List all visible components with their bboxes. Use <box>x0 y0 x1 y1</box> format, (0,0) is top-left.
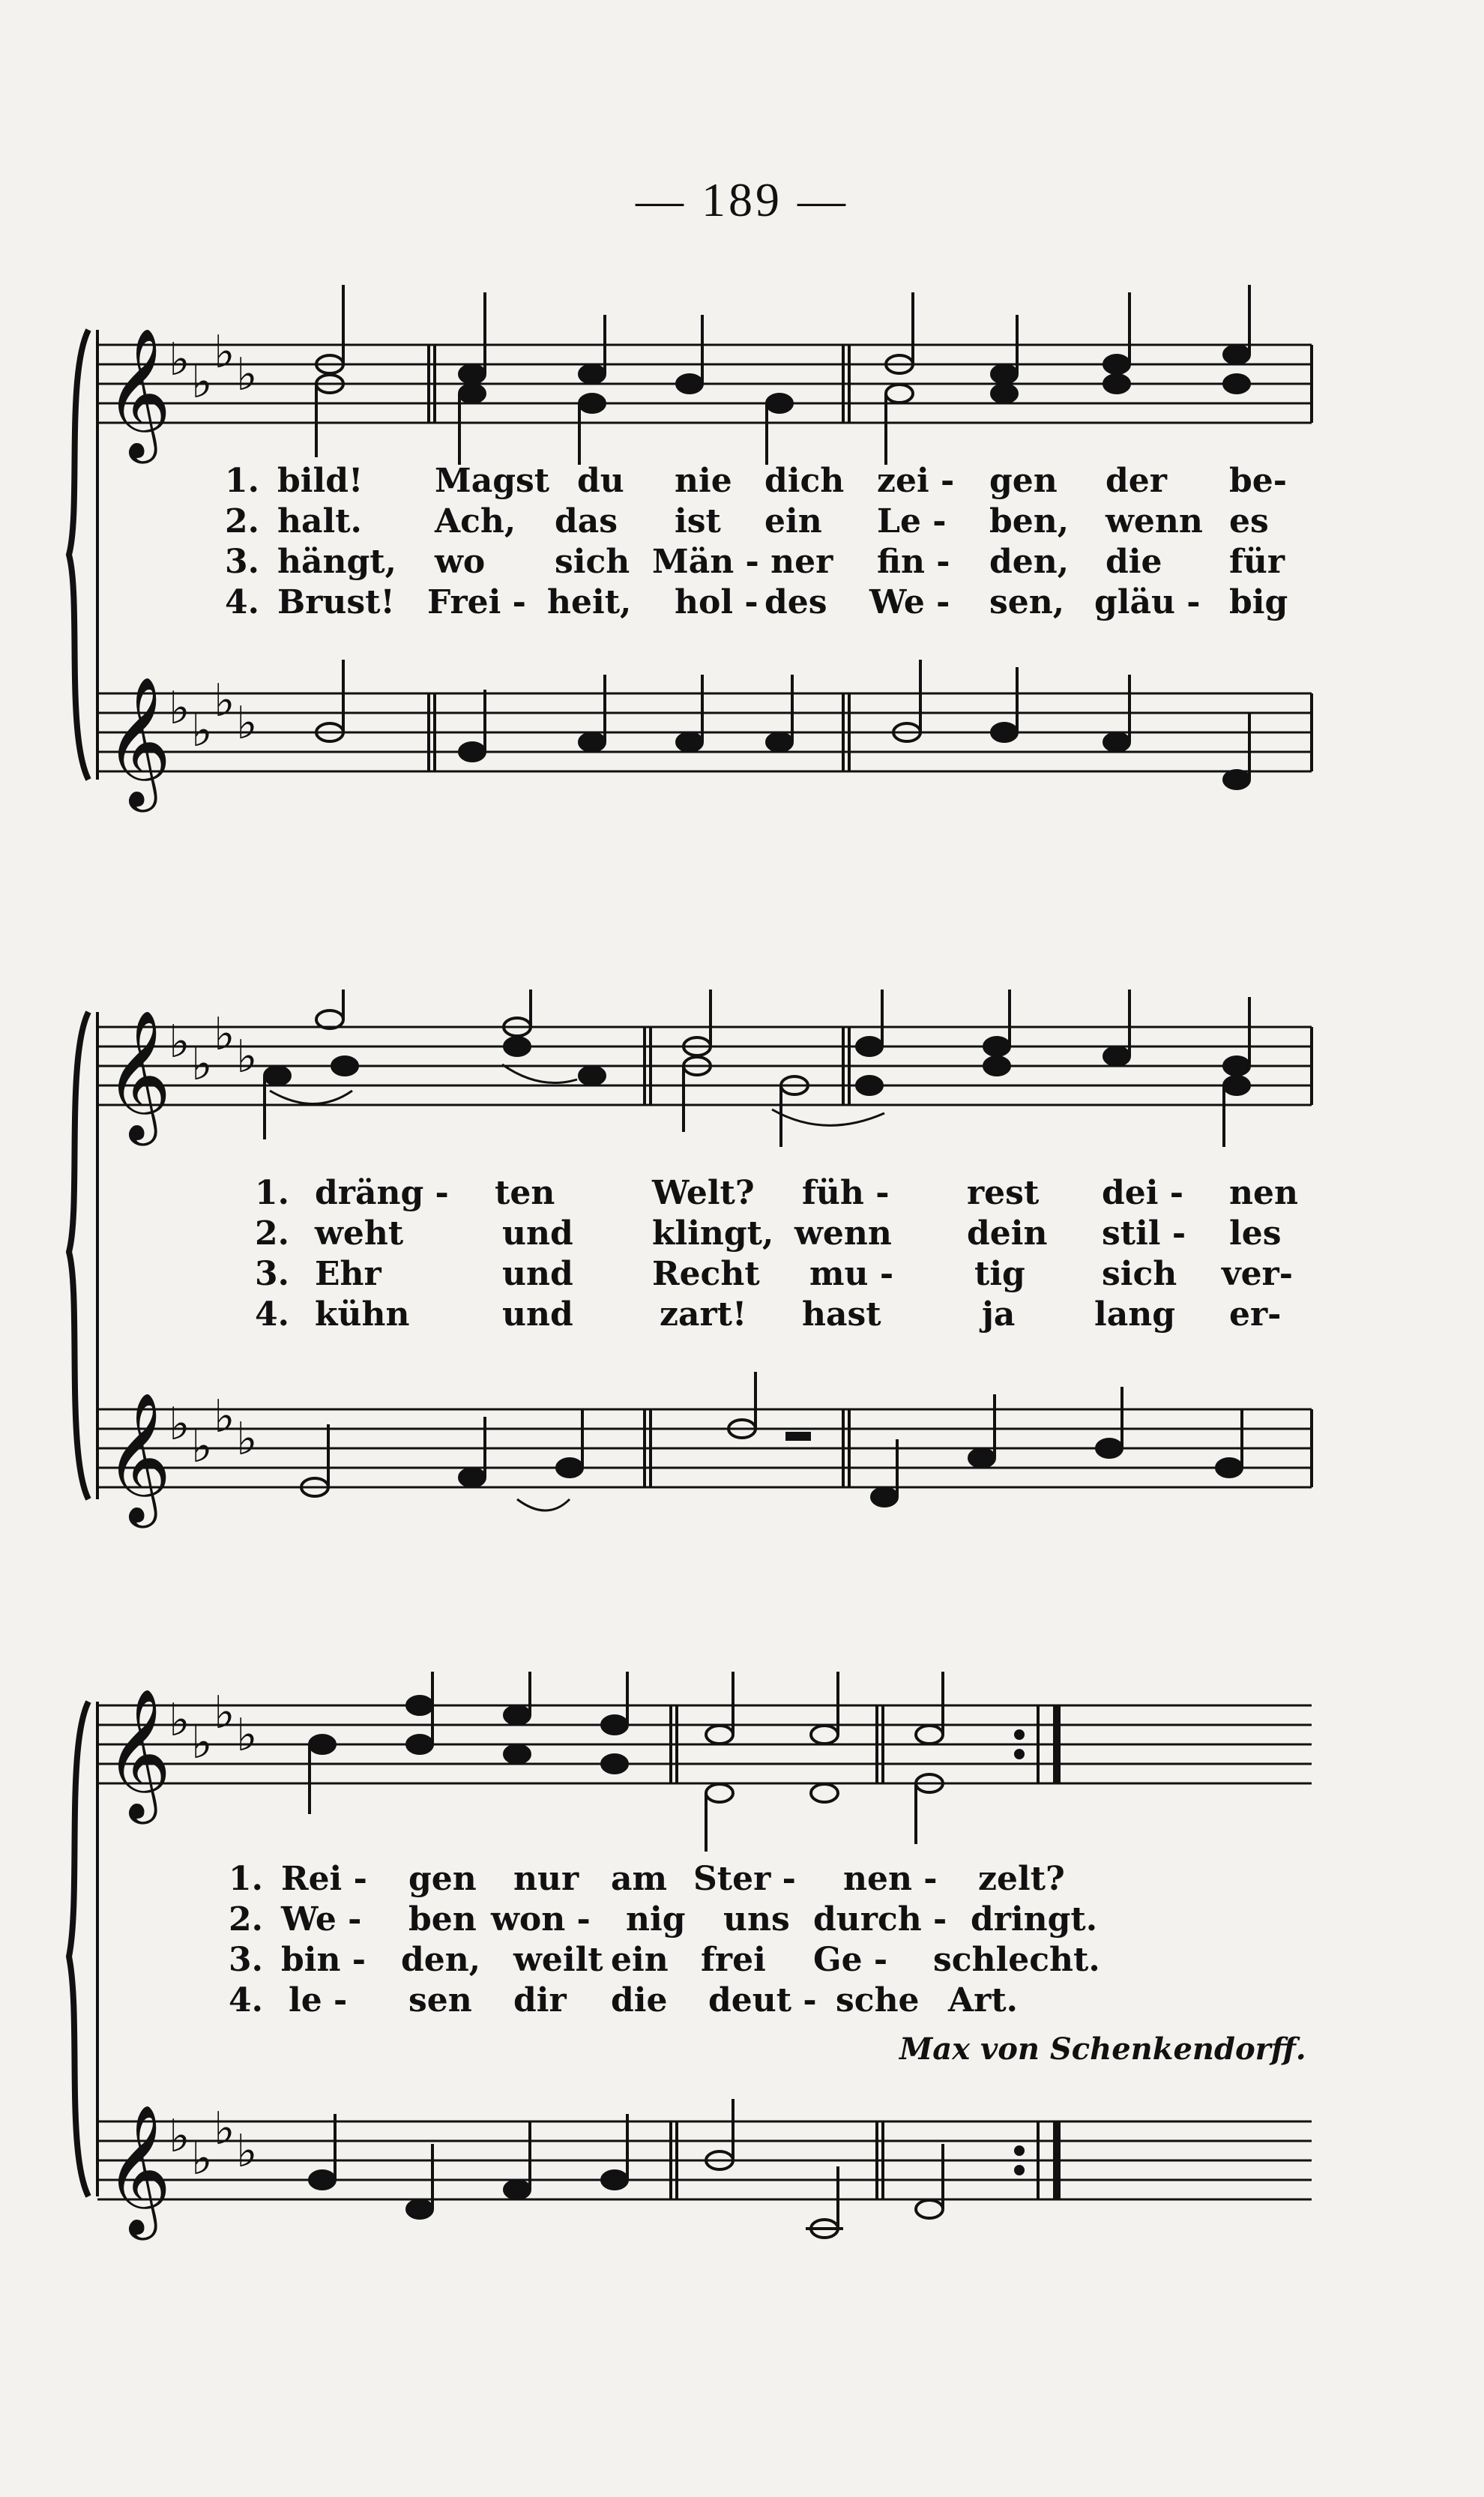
lyric-syllable: hängt, <box>277 543 396 581</box>
lyric-syllable: nig <box>626 1900 686 1939</box>
svg-text:♭: ♭ <box>236 1709 258 1762</box>
lyric-syllable: wenn <box>794 1214 892 1253</box>
lyrics-system-3 <box>229 1859 1278 2021</box>
lyric-syllable: gen <box>989 462 1058 500</box>
svg-text:𝄞: 𝄞 <box>105 1392 172 1522</box>
lyric-syllable: der <box>1106 462 1167 500</box>
svg-text:♭: ♭ <box>169 334 190 386</box>
lyric-line <box>255 1254 1294 1295</box>
verse-number: 3. <box>225 543 259 581</box>
lyric-syllable: stil - <box>1102 1214 1186 1253</box>
svg-text:♭: ♭ <box>214 1687 235 1739</box>
lyric-syllable: kühn <box>315 1295 410 1334</box>
lyric-syllable: uns <box>723 1900 790 1939</box>
lyric-line <box>229 1859 1278 1900</box>
lyric-syllable: nur <box>513 1860 579 1898</box>
lyric-line <box>225 461 1289 501</box>
svg-text:♭: ♭ <box>191 356 213 409</box>
lyric-syllable: gläu - <box>1094 583 1201 621</box>
lyric-syllable: hast <box>802 1295 881 1334</box>
svg-text:♭: ♭ <box>191 1717 213 1769</box>
lyric-syllable: Ehr <box>315 1255 381 1293</box>
lyric-syllable: Ge - <box>813 1941 888 1979</box>
verse-number: 4. <box>255 1295 289 1334</box>
lyric-line <box>225 542 1289 582</box>
lyric-syllable: dringt. <box>971 1900 1098 1939</box>
svg-text:♭: ♭ <box>191 1038 213 1091</box>
lyric-syllable: sche <box>836 1981 920 2019</box>
lyric-syllable: den, <box>401 1941 481 1979</box>
lyric-syllable: heit, <box>547 583 632 621</box>
lyric-syllable: weilt <box>513 1941 603 1979</box>
lyric-syllable: und <box>502 1295 573 1334</box>
lyric-line <box>225 582 1289 623</box>
lyric-syllable: nen - <box>843 1860 938 1898</box>
svg-text:♭: ♭ <box>214 675 235 727</box>
svg-text:♭: ♭ <box>236 1413 258 1466</box>
svg-text:♭: ♭ <box>191 2133 213 2185</box>
lyric-syllable: es <box>1229 502 1269 540</box>
lyric-syllable: ver- <box>1222 1255 1294 1293</box>
lyric-syllable: dich <box>764 462 845 500</box>
lyric-line <box>255 1295 1289 1335</box>
lyric-syllable: rest <box>967 1174 1040 1212</box>
lyric-syllable: er- <box>1229 1295 1282 1334</box>
lyric-line <box>255 1214 1289 1254</box>
lyric-syllable: ein <box>764 502 822 540</box>
svg-text:♭: ♭ <box>214 326 235 379</box>
svg-text:𝄞: 𝄞 <box>105 676 172 807</box>
lyric-syllable: zei - <box>877 462 955 500</box>
lyric-syllable: ein <box>611 1941 669 1979</box>
lyric-syllable: Män - ner <box>652 543 833 581</box>
lyric-syllable: das <box>555 502 618 540</box>
lyric-syllable: dein <box>967 1214 1048 1253</box>
lyric-syllable: Welt? <box>652 1174 755 1212</box>
lyric-syllable: les <box>1229 1214 1282 1253</box>
lyric-syllable: und <box>502 1255 573 1293</box>
svg-text:♭: ♭ <box>214 1008 235 1061</box>
lyric-syllable: sich <box>555 543 630 581</box>
lyric-syllable: mu - <box>809 1255 894 1293</box>
lyric-syllable: zart! <box>660 1295 747 1334</box>
lyric-syllable: bin - <box>281 1941 367 1979</box>
verse-number: 3. <box>229 1941 263 1979</box>
lyric-syllable: lang <box>1094 1295 1175 1334</box>
lyric-syllable: ben, <box>989 502 1070 540</box>
lyric-syllable: nen <box>1229 1174 1298 1212</box>
page-number: — 189 — <box>636 173 848 226</box>
author-credit: Max von Schenkendorff. <box>899 2031 1306 2067</box>
verse-number: 2. <box>229 1900 263 1939</box>
lyric-syllable: wenn <box>1106 502 1203 540</box>
lyric-syllable: bild! <box>277 462 364 500</box>
lyric-syllable: hol - <box>675 583 758 621</box>
lyric-syllable: frei <box>701 1941 766 1979</box>
lyric-syllable: ten <box>495 1174 555 1212</box>
lyric-syllable: und <box>502 1214 573 1253</box>
lyric-syllable: am <box>611 1860 668 1898</box>
verse-number: 4. <box>225 583 259 621</box>
svg-text:𝄞: 𝄞 <box>105 1010 172 1140</box>
svg-text:♭: ♭ <box>214 2103 235 2155</box>
svg-text:♭: ♭ <box>236 1031 258 1083</box>
verse-number: 2. <box>225 502 259 540</box>
verse-number: 2. <box>255 1214 289 1253</box>
svg-text:♭: ♭ <box>169 1694 190 1747</box>
svg-text:♭: ♭ <box>236 349 258 401</box>
svg-text:♭: ♭ <box>236 2125 258 2178</box>
svg-text:𝄞: 𝄞 <box>105 1688 172 1819</box>
lyric-syllable: Art. <box>948 1981 1018 2019</box>
lyric-syllable: dir <box>513 1981 567 2019</box>
lyric-line <box>229 1981 1278 2021</box>
svg-text:♭: ♭ <box>169 1016 190 1068</box>
lyric-syllable: Brust! <box>277 583 395 621</box>
svg-text:𝄞: 𝄞 <box>105 2104 172 2235</box>
lyrics-system-1 <box>225 461 1289 623</box>
lyric-syllable: durch - <box>813 1900 947 1939</box>
lyric-syllable: Frei - <box>427 583 526 621</box>
lyric-syllable: gen <box>408 1860 477 1898</box>
lyric-syllable: für <box>1229 543 1285 581</box>
lyric-syllable: klingt, <box>652 1214 774 1253</box>
lyric-syllable: halt. <box>277 502 362 540</box>
lyric-syllable: Magst <box>435 462 550 500</box>
verse-number: 3. <box>255 1255 289 1293</box>
lyric-syllable: die <box>611 1981 668 2019</box>
lyric-syllable: sich <box>1102 1255 1177 1293</box>
lyric-syllable: big <box>1229 583 1288 621</box>
lyric-syllable: schlecht. <box>933 1941 1100 1979</box>
lyric-syllable: dei - <box>1102 1174 1184 1212</box>
lyric-syllable: nie <box>675 462 732 500</box>
verse-number: 4. <box>229 1981 263 2019</box>
lyric-syllable: le - <box>289 1981 348 2019</box>
lyric-syllable: des <box>764 583 827 621</box>
lyric-syllable: weht <box>315 1214 404 1253</box>
verse-number: 1. <box>255 1174 289 1212</box>
lyric-line <box>229 1940 1278 1981</box>
lyric-syllable: sen <box>408 1981 472 2019</box>
lyric-syllable: fin - <box>877 543 950 581</box>
lyric-syllable: won - <box>491 1900 591 1939</box>
lyric-syllable: Ach, <box>435 502 516 540</box>
lyric-syllable: die <box>1106 543 1162 581</box>
verse-number: 1. <box>225 462 259 500</box>
lyric-syllable: be- <box>1229 462 1288 500</box>
svg-text:♭: ♭ <box>191 705 213 757</box>
svg-text:♭: ♭ <box>214 1391 235 1443</box>
lyric-syllable: deut - <box>708 1981 817 2019</box>
lyric-syllable: tig <box>974 1255 1025 1293</box>
lyric-syllable: sen, <box>989 583 1065 621</box>
verse-number: 1. <box>229 1860 263 1898</box>
lyric-syllable: We - <box>281 1900 362 1939</box>
svg-text:♭: ♭ <box>169 682 190 735</box>
lyric-syllable: ben <box>408 1900 477 1939</box>
lyric-syllable: Ster - <box>693 1860 796 1898</box>
svg-text:♭: ♭ <box>236 697 258 750</box>
lyrics-system-2 <box>255 1173 1298 1335</box>
lyric-syllable: ist <box>675 502 721 540</box>
lyric-line <box>225 501 1289 542</box>
svg-text:♭: ♭ <box>169 2110 190 2163</box>
svg-text:♭: ♭ <box>169 1398 190 1451</box>
lyric-syllable: du <box>577 462 624 500</box>
lyric-syllable: den, <box>989 543 1070 581</box>
lyric-syllable: füh - <box>802 1174 890 1212</box>
lyric-syllable: dräng - <box>315 1174 449 1212</box>
lyric-syllable: Recht <box>652 1255 760 1293</box>
svg-text:𝄞: 𝄞 <box>105 328 172 458</box>
lyric-syllable: Rei - <box>281 1860 367 1898</box>
lyric-syllable: We - <box>869 583 950 621</box>
lyric-syllable: zelt? <box>978 1860 1065 1898</box>
lyric-syllable: Le - <box>877 502 947 540</box>
svg-text:♭: ♭ <box>191 1421 213 1473</box>
lyric-syllable: ja <box>982 1295 1016 1334</box>
lyric-line <box>255 1173 1298 1214</box>
lyric-syllable: wo <box>435 543 486 581</box>
lyric-line <box>229 1900 1278 1940</box>
